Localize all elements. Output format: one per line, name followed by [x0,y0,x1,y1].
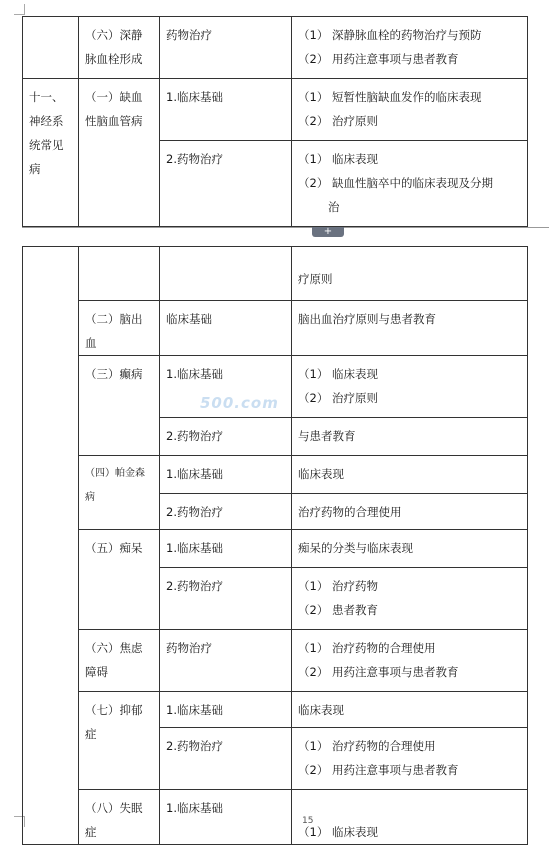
page-break [22,227,549,240]
table-row [23,17,528,79]
syllabus-table-top [22,16,528,227]
item-cell [79,79,160,227]
sub-cell [160,790,292,845]
points-cell [292,356,528,418]
text-cell [292,247,528,301]
item-label: （二）脑出血 [85,312,143,350]
watermark-logo: 500.com [200,394,279,412]
point-item: （1） 深静脉血栓的药物治疗与预防 [298,28,482,42]
item-cell [79,301,160,356]
sub-label: 2.药物治疗 [166,152,223,166]
sub-label: 临床基础 [166,312,212,326]
sub-label: 2.药物治疗 [166,739,223,753]
text-cell [292,494,528,530]
sub-label: 药物治疗 [166,641,212,655]
sub-cell [160,728,292,790]
unit-label: 十一、神经系统常见病 [29,90,64,176]
point-item: （1） 治疗药物的合理使用 [298,641,436,655]
text-value: 脑出血治疗原则与患者教育 [298,312,436,326]
item-cell [79,630,160,692]
text-value: 疗原则 [298,272,333,286]
sub-label: 1.临床基础 [166,90,223,104]
points-cell [292,630,528,692]
text-cell [292,530,528,568]
point-item: （2） 患者教育 [298,603,378,617]
points-cell [292,790,528,845]
text-value: 临床表现 [298,703,344,717]
sub-cell [160,17,292,79]
text-value: 痴呆的分类与临床表现 [298,541,413,555]
sub-cell [160,456,292,494]
point-item: （2） 治疗原则 [298,114,378,128]
table-row [23,790,528,845]
sub-label: 2.药物治疗 [166,429,223,443]
table-row [23,692,528,728]
item-cell [79,456,160,530]
item-cell [79,17,160,79]
text-value: 与患者教育 [298,429,356,443]
point-item: （2） 用药注意事项与患者教育 [298,665,459,679]
table-row [23,456,528,494]
text-cell [292,456,528,494]
sub-cell [160,79,292,141]
sub-label: 1.临床基础 [166,703,223,717]
point-item: （1） 临床表现 [298,152,378,166]
sub-label: 1.临床基础 [166,367,223,381]
item-cell [79,790,160,845]
item-label: （一）缺血性脑血管病 [85,90,143,128]
sub-cell [160,494,292,530]
table-row [23,530,528,568]
sub-label: 1.临床基础 [166,541,223,555]
sub-cell [160,418,292,456]
unit-cell-empty [23,17,79,79]
item-label: （八）失眠症 [85,801,143,839]
sub-cell [160,530,292,568]
text-cell [292,301,528,356]
item-cell [79,692,160,790]
text-value: 临床表现 [298,467,344,481]
unit-cell [23,79,79,227]
syllabus-table-bottom [22,246,528,845]
point-item: （2） 缺血性脑卒中的临床表现及分期 [298,176,493,190]
expand-page-icon[interactable]: + [312,227,344,237]
item-cell [79,530,160,630]
text-cell [292,418,528,456]
item-label: （六）深静脉血栓形成 [85,28,143,66]
point-item [298,796,521,820]
point-item: （1） 临床表现 [298,825,378,839]
points-cell [292,141,528,227]
table-row [23,247,528,301]
item-label: （三）癫病 [85,367,143,381]
text-cell [292,692,528,728]
item-cell [79,356,160,456]
item-label: （四）帕金森病 [85,468,145,503]
point-item-continued: 治 [328,200,340,214]
sub-cell [160,141,292,227]
point-item: （2） 用药注意事项与患者教育 [298,763,459,777]
sub-label: 1.临床基础 [166,467,223,481]
sub-label: 2.药物治疗 [166,505,223,519]
table-row [23,301,528,356]
page-number: 15 [302,816,314,826]
sub-cell [160,247,292,301]
crop-mark-top-left [14,4,25,15]
sub-cell [160,568,292,630]
table-row [23,630,528,692]
table-row [23,79,528,141]
points-cell [292,79,528,141]
sub-label: 1.临床基础 [166,801,223,815]
point-item: （1） 治疗药物的合理使用 [298,739,436,753]
points-cell [292,568,528,630]
point-item: （1） 临床表现 [298,367,378,381]
item-label: （五）痴呆 [85,541,143,555]
item-label: （七）抑郁症 [85,703,143,741]
point-item: （1） 短暂性脑缺血发作的临床表现 [298,90,482,104]
points-cell [292,17,528,79]
item-cell [79,247,160,301]
unit-cell-empty [23,247,79,845]
points-cell [292,728,528,790]
point-item: （1） 治疗药物 [298,579,378,593]
sub-cell [160,301,292,356]
text-value: 治疗药物的合理使用 [298,505,402,519]
point-item: （2） 治疗原则 [298,391,378,405]
sub-cell [160,692,292,728]
point-item: （2） 用药注意事项与患者教育 [298,52,459,66]
item-label: （六）焦虑障碍 [85,641,143,679]
sub-label: 2.药物治疗 [166,579,223,593]
sub-label: 药物治疗 [166,28,212,42]
sub-cell [160,630,292,692]
